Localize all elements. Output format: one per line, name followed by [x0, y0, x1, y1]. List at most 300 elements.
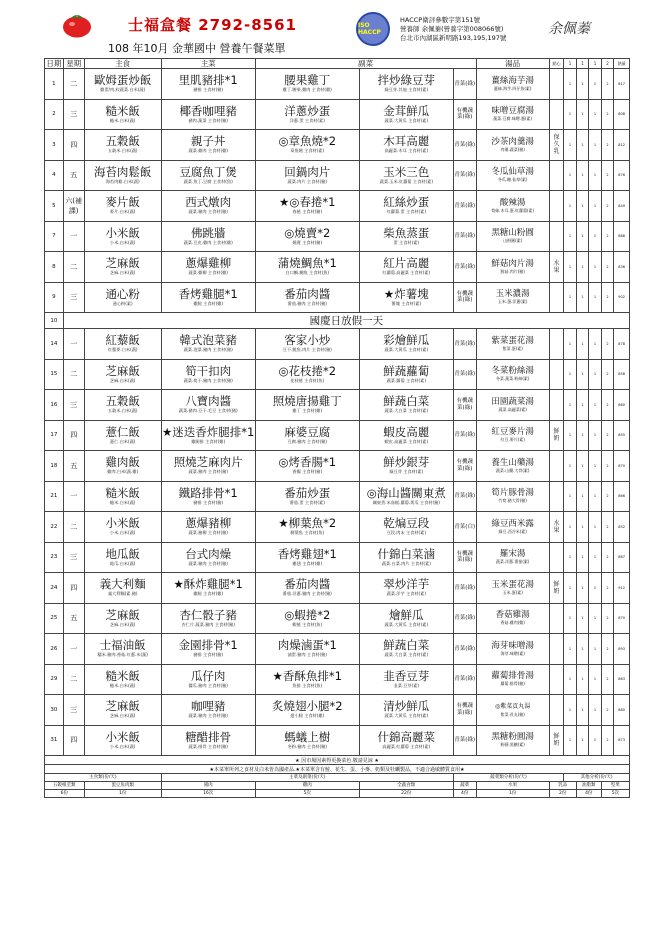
side1-dish: 洋蔥炒蛋: [284, 103, 331, 118]
side2-cell: [359, 420, 453, 451]
soup-dish: 沙茶肉羹湯: [491, 136, 534, 147]
fruit-cell: [549, 221, 564, 252]
veg-label: 有機蔬菜(綠): [456, 703, 473, 716]
nutrition-value: 1: [589, 420, 602, 451]
main-dish: 香烤雞腿*1: [178, 286, 238, 301]
nutrition-value: 2: [601, 695, 614, 726]
side2-ingredients: 紅蘿蔔.蛋 主食材(素): [386, 209, 427, 215]
nutrition-value: 849: [614, 191, 630, 222]
row-week: 三: [63, 542, 84, 573]
row-week: 五: [63, 451, 84, 482]
staple-cell: [84, 420, 161, 451]
soup-ingredients: 冬菜.蔬菜.粉絲(素): [495, 376, 530, 382]
veg-cell: [453, 573, 476, 604]
footer-value: 4份: [453, 790, 476, 798]
side1-ingredients: 柳葉魚 主食材(魚): [290, 530, 325, 536]
fruit-cell: [549, 695, 564, 726]
nutrition-value: 1: [564, 221, 577, 252]
row-week: 三: [63, 282, 84, 313]
footer-value: 2份: [549, 790, 576, 798]
staple-dish: 小米飯: [105, 516, 140, 531]
side1-cell: [255, 69, 359, 100]
side2-cell: [359, 282, 453, 313]
fruit-label: 鮮奶: [553, 428, 560, 443]
main-ingredients: 蔬菜.豬肉.豆干.毛豆 主食材(豬): [178, 408, 238, 414]
staple-cell: [84, 634, 161, 665]
nutrition-value: 1: [589, 725, 602, 756]
soup-cell: [476, 390, 549, 421]
row-week: 一: [63, 634, 84, 665]
veg-label: 青菜(綠): [454, 340, 476, 347]
veg-cell: [453, 252, 476, 283]
footer-cell: 油脂類: [576, 782, 601, 790]
staple-ingredients: 芝麻.白米(蔬): [109, 621, 136, 627]
main-dish: 蔥爆雞柳: [185, 256, 232, 271]
col-side: 副菜: [255, 59, 476, 69]
main-cell: [161, 695, 255, 726]
table-row: [45, 160, 630, 191]
menu-body: [45, 69, 630, 756]
staple-ingredients: 糙米.白米(蔬): [109, 117, 136, 123]
soup-cell: [476, 221, 549, 252]
main-ingredients: 蔬菜.豬肉 主食材(豬): [188, 209, 228, 215]
main-ingredients: 雞腿 主食材(雞): [193, 300, 224, 306]
side1-cell: [255, 191, 359, 222]
soup-dish: 味噌豆腐湯: [491, 106, 534, 117]
side1-ingredients: 蔬菜.肉片 主食材(豬): [287, 178, 327, 184]
soup-ingredients: 蘿蔔.排骨(豬): [500, 681, 525, 687]
row-date: 15: [45, 359, 64, 390]
staple-dish: 薏仁飯: [105, 424, 140, 439]
soup-cell: [476, 695, 549, 726]
nutrition-value: 2: [601, 664, 614, 695]
staple-cell: [84, 69, 161, 100]
side1-cell: [255, 420, 359, 451]
side2-dish: 鮮蔬白菜: [383, 638, 430, 653]
side1-ingredients: 章魚燒 主食材(素): [290, 148, 325, 154]
side2-ingredients: 蔬菜.大黃瓜 主食材(素): [384, 117, 429, 123]
row-week: 三: [63, 695, 84, 726]
soup-dish: 紫菜蛋花湯: [491, 335, 534, 346]
side1-dish: ★香酥魚排*1: [272, 668, 342, 683]
side2-dish: 什錦白菜滷: [377, 546, 436, 561]
side2-ingredients: 蔬菜.洋芋 主食材(素): [386, 591, 427, 597]
row-date: 21: [45, 481, 64, 512]
side1-cell: [255, 221, 359, 252]
veg-label: 青菜(綠): [454, 141, 476, 148]
side2-dish: 紅片高麗: [383, 256, 430, 271]
side2-ingredients: 韭菜.豆芽(素): [393, 682, 420, 688]
table-row: [45, 451, 630, 482]
staple-cell: [84, 695, 161, 726]
main-dish: 照燒芝麻肉片: [173, 455, 243, 470]
veg-cell: [453, 191, 476, 222]
side1-ingredients: 豆腐.豬肉 主食材(豬): [287, 438, 327, 444]
row-date: 9: [45, 282, 64, 313]
table-row: [45, 390, 630, 421]
side1-ingredients: 翅小腿 主食材(雞): [290, 713, 325, 719]
fruit-cell: [549, 130, 564, 161]
iso-haccp-seal-icon: [356, 12, 390, 46]
side1-ingredients: 番茄.蛋 主食材(素): [289, 499, 325, 505]
company-title: 士福盒餐 2792-8561: [128, 16, 297, 34]
footer-cell: 蛋豆魚肉類: [84, 782, 161, 790]
nutrition-value: 1: [564, 664, 577, 695]
nutrition-value: 836: [614, 252, 630, 283]
side1-ingredients: 雞丁 主食材(雞): [292, 408, 323, 414]
row-week: 四: [63, 130, 84, 161]
seal-text: ISO HACCP: [358, 22, 381, 36]
side2-dish: 木耳高麗: [383, 134, 430, 149]
main-ingredients: 蔬菜.雞肉 主食材(雞): [188, 148, 228, 154]
row-week: 一: [63, 221, 84, 252]
nutrition-value: 1: [576, 329, 589, 360]
staple-cell: [84, 451, 161, 482]
footer-value: 5次: [255, 790, 359, 798]
row-date: 8: [45, 252, 64, 283]
table-row: [45, 725, 630, 756]
soup-ingredients: 香菇.雞肉(雞): [500, 620, 525, 626]
soup-cell: [476, 573, 549, 604]
side2-ingredients: 高麗菜.紅蘿蔔 主食材(素): [382, 743, 431, 749]
staple-cell: [84, 282, 161, 313]
staple-ingredients: 芝麻.白米(蔬): [109, 377, 136, 383]
side2-ingredients: 蔬菜.白菜.肉片 主食材(素): [381, 560, 431, 566]
veg-label: 青菜(綠): [454, 584, 476, 591]
fruit-cell: [549, 282, 564, 313]
nutrition-value: 1: [564, 573, 577, 604]
soup-dish: 養生山藥湯: [491, 457, 534, 468]
footer-cell: 五穀根莖類: [45, 782, 85, 790]
soup-cell: [476, 725, 549, 756]
menu-table: [44, 58, 630, 798]
side1-ingredients: 洋蔥.蛋 主食材(素): [289, 117, 325, 123]
soup-cell: [476, 664, 549, 695]
side1-ingredients: 魚排 主食材(魚): [292, 682, 323, 688]
row-week: 五: [63, 603, 84, 634]
soup-dish: ◎紫菜貢丸湯: [495, 702, 531, 710]
side2-ingredients: 蔬菜.大白菜 主食材(素): [384, 652, 429, 658]
side2-dish: 玉米三色: [383, 164, 430, 179]
row-date: 10: [45, 313, 64, 329]
side1-cell: [255, 282, 359, 313]
nutrition-value: 2: [601, 420, 614, 451]
row-date: 2: [45, 99, 64, 130]
side1-cell: [255, 160, 359, 191]
veg-cell: [453, 542, 476, 573]
table-row: [45, 221, 630, 252]
main-ingredients: 蔬菜.泡菜.豬肉 主食材(豬): [183, 347, 233, 353]
staple-dish: 雞肉飯: [105, 455, 140, 470]
staple-dish: 海苔肉鬆飯: [93, 164, 152, 179]
veg-label: 青菜(白): [454, 523, 476, 530]
nutrition-value: 1: [564, 359, 577, 390]
nutrition-value: 855: [614, 420, 630, 451]
fruit-cell: [549, 329, 564, 360]
side2-dish: 蝦皮高麗: [383, 424, 430, 439]
side1-ingredients: 冬粉.豬肉 主食材(豬): [287, 743, 327, 749]
row-date: 31: [45, 725, 64, 756]
nutrition-value: 2: [601, 481, 614, 512]
soup-dish: 筍片豚骨湯: [491, 488, 534, 499]
main-dish: 里肌豬排*1: [178, 73, 238, 88]
nutrition-value: 2: [601, 451, 614, 482]
nutrition-value: 1: [589, 359, 602, 390]
col-n1: 1: [564, 59, 577, 69]
soup-dish: 蘿蔔排骨湯: [491, 671, 534, 682]
table-row: [45, 252, 630, 283]
staple-ingredients: 小米.白米(蔬): [109, 743, 136, 749]
side2-dish: 彩燴鮮瓜: [383, 333, 430, 348]
side1-dish: 炙燒翅小腿*2: [271, 699, 343, 714]
nutrition-value: 1: [564, 481, 577, 512]
table-header-row: [45, 59, 630, 69]
staple-dish: 糙米飯: [105, 668, 140, 683]
veg-cell: [453, 420, 476, 451]
main-dish: 瓜仔肉: [190, 668, 226, 683]
soup-dish: 鮮菇肉片湯: [491, 258, 534, 269]
main-ingredients: 豬肉.蔬菜 主食材(豬): [188, 117, 228, 123]
soup-dish: 綠豆西米露: [491, 518, 534, 529]
fruit-cell: [549, 603, 564, 634]
soup-cell: [476, 359, 549, 390]
main-dish: 金園排骨*1: [178, 638, 238, 653]
table-row: [45, 542, 630, 573]
soup-cell: [476, 329, 549, 360]
side2-cell: [359, 725, 453, 756]
main-ingredients: 雞腿 主食材(雞): [193, 591, 224, 597]
veg-cell: [453, 130, 476, 161]
nutrition-value: 1: [576, 481, 589, 512]
nutrition-value: 912: [614, 573, 630, 604]
veg-cell: [453, 69, 476, 100]
row-week: 二: [63, 252, 84, 283]
veg-label: 青菜(綠): [454, 615, 476, 621]
veg-label: 有機蔬菜(綠): [456, 550, 473, 564]
nutrition-value: 873: [614, 725, 630, 756]
nutrition-value: 1: [576, 664, 589, 695]
main-ingredients: 蔬菜.魚丁.豆腐 主食材(魚): [183, 178, 233, 184]
table-row: [45, 420, 630, 451]
nutrition-value: 2: [601, 573, 614, 604]
footer-value: 1份: [84, 790, 161, 798]
side2-dish: 柴魚蒸蛋: [383, 225, 430, 240]
soup-cell: [476, 451, 549, 482]
staple-dish: 紅藜飯: [105, 333, 140, 348]
nutrition-value: 1: [564, 725, 577, 756]
soup-dish: 酸辣湯: [499, 197, 526, 208]
row-week: 四: [63, 573, 84, 604]
main-cell: [161, 390, 255, 421]
row-week: 四: [63, 725, 84, 756]
nutrition-value: 2: [601, 603, 614, 634]
nutrition-value: 1: [564, 603, 577, 634]
nutrition-value: 2: [601, 359, 614, 390]
main-ingredients: 蔬菜.豬柳 主食材(豬): [188, 530, 228, 536]
veg-label: 青菜(綠): [454, 432, 476, 438]
nutrition-value: 902: [614, 282, 630, 313]
side2-cell: [359, 390, 453, 421]
soup-cell: [476, 282, 549, 313]
soup-ingredients: 紅豆.麥片(素): [500, 437, 525, 443]
veg-label: 青菜(綠): [454, 737, 476, 743]
side1-cell: [255, 512, 359, 543]
main-cell: [161, 160, 255, 191]
veg-cell: [453, 451, 476, 482]
staple-dish: 芝麻飯: [105, 607, 140, 622]
side2-cell: [359, 603, 453, 634]
main-cell: [161, 664, 255, 695]
veg-label: 青菜(綠): [454, 645, 476, 652]
soup-dish: 田園蔬菜湯: [491, 396, 534, 407]
side2-cell: [359, 573, 453, 604]
nutrition-value: 1: [576, 725, 589, 756]
veg-label: 青菜(綠): [454, 371, 476, 377]
side2-cell: [359, 481, 453, 512]
side2-ingredients: 蔬菜.蘿蔔 主食材(素): [386, 377, 427, 383]
side2-cell: [359, 359, 453, 390]
nutrition-value: 2: [601, 282, 614, 313]
nutrition-value: 1: [576, 542, 589, 573]
side2-dish: 鮮蔬蘿蔔: [383, 363, 430, 378]
main-dish: 韓式泡菜豬: [179, 333, 237, 348]
main-dish: 親子丼: [190, 134, 226, 149]
staple-dish: 芝麻飯: [105, 256, 140, 271]
main-dish: ★酥炸雞腿*1: [173, 577, 243, 592]
side1-dish: 蒲燒鯛魚*1: [277, 256, 337, 271]
staple-cell: [84, 664, 161, 695]
nutrition-value: 1: [589, 664, 602, 695]
nutrition-value: 1: [564, 542, 577, 573]
side2-ingredients: 蛋 主食材(素): [393, 239, 420, 245]
side2-cell: [359, 130, 453, 161]
veg-cell: [453, 99, 476, 130]
staple-ingredients: 芝麻.白米(蔬): [109, 270, 136, 276]
table-row: [45, 69, 630, 100]
nutrition-value: 2: [601, 191, 614, 222]
soup-ingredients: 薑絲.海芋.四仔魚(素): [493, 85, 532, 91]
row-week: 五: [63, 160, 84, 191]
col-week: 星期: [63, 59, 84, 69]
side2-cell: [359, 252, 453, 283]
soup-ingredients: 山粉圓(素): [503, 238, 523, 244]
main-dish: 西式燉肉: [185, 195, 232, 210]
main-cell: [161, 252, 255, 283]
soup-dish: 紅豆麥片湯: [491, 427, 534, 438]
main-dish: 筍干扣肉: [185, 363, 232, 378]
side1-cell: [255, 130, 359, 161]
staple-dish: 五穀飯: [105, 394, 140, 409]
side1-cell: [255, 603, 359, 634]
side1-dish: ◎燒賣*2: [284, 225, 331, 240]
side1-cell: [255, 634, 359, 665]
side2-cell: [359, 69, 453, 100]
main-dish: 八寶肉醬: [185, 394, 232, 409]
soup-ingredients: 紫菜.蛋(素): [502, 345, 523, 351]
dietitian-line: 營養師 余佩蓁(營養字第008066號): [400, 25, 504, 33]
nutrition-value: 2: [601, 160, 614, 191]
side1-cell: [255, 481, 359, 512]
veg-cell: [453, 481, 476, 512]
footer-value: 22份: [359, 790, 453, 798]
soup-dish: 薑絲海芋湯: [491, 75, 534, 86]
main-ingredients: 蔬菜.豬肉 主食材(豬): [188, 469, 228, 475]
table-row: [45, 282, 630, 313]
veg-label: 有機蔬菜(綠): [456, 459, 473, 472]
table-row: [45, 130, 630, 161]
staple-dish: 糙米飯: [105, 485, 140, 500]
side1-cell: [255, 451, 359, 482]
staple-ingredients: 義大利麵(素.豬): [107, 591, 138, 597]
veg-cell: [453, 603, 476, 634]
side1-ingredients: 花枝捲 主食材(魚): [290, 377, 325, 383]
side1-dish: 回鍋肉片: [284, 164, 331, 179]
staple-ingredients: 五穀米.白米(蔬): [107, 408, 138, 414]
row-date: 5: [45, 191, 64, 222]
nutrition-value: 2: [601, 329, 614, 360]
fruit-cell: [549, 664, 564, 695]
nutrition-value: 2: [601, 634, 614, 665]
veg-label: 青菜(綠): [454, 172, 476, 178]
main-dish: 豆腐魚丁煲: [179, 164, 237, 179]
row-week: 一: [63, 481, 84, 512]
nutrition-value: 817: [614, 69, 630, 100]
fruit-cell: [549, 390, 564, 421]
table-row: [45, 481, 630, 512]
staple-dish: 歐姆蛋炒飯: [93, 73, 152, 88]
main-ingredients: 豬排 主食材(豬): [193, 652, 224, 658]
footer-h1: 主食類(份/天): [45, 774, 162, 782]
side1-cell: [255, 542, 359, 573]
side2-ingredients: 高麗菜.木耳 主食材(素): [384, 148, 429, 154]
table-row: [45, 573, 630, 604]
nutrition-value: 1: [564, 282, 577, 313]
row-week: 六(補課): [63, 191, 84, 222]
nutrition-value: 1: [589, 191, 602, 222]
soup-ingredients: 鮮菇.肉片(豬): [500, 268, 525, 274]
side1-cell: [255, 359, 359, 390]
footer-cell: 水果: [476, 782, 549, 790]
veg-label: 青菜(綠): [454, 202, 476, 209]
nutrition-value: 893: [614, 634, 630, 665]
soup-ingredients: 紫菜.貢丸(豬): [500, 711, 525, 717]
nutrition-value: 808: [614, 99, 630, 130]
main-cell: [161, 69, 255, 100]
side2-dish: 清炒鮮瓜: [383, 699, 430, 714]
soup-ingredients: 綠豆.西谷米(素): [498, 528, 527, 534]
row-date: 25: [45, 603, 64, 634]
soup-ingredients: 竹筍.豬大骨(豬): [498, 498, 527, 504]
side1-ingredients: 滷蛋.豬肉 主食材(豬): [287, 652, 327, 658]
nutrition-value: 1: [589, 99, 602, 130]
main-ingredients: 蔬菜.筍干.豬肉 主食材(豬): [183, 377, 233, 383]
main-dish: ★迷迭香炸腿排*1: [161, 424, 255, 439]
row-week: 二: [63, 664, 84, 695]
fruit-cell: [549, 573, 564, 604]
fruit-cell: [549, 191, 564, 222]
side2-cell: [359, 329, 453, 360]
staple-cell: [84, 542, 161, 573]
main-dish: 佛跳牆: [190, 225, 226, 240]
footer-value: 4份: [576, 790, 601, 798]
fruit-cell: [549, 481, 564, 512]
nutrition-value: 1: [576, 603, 589, 634]
row-date: 29: [45, 664, 64, 695]
side2-dish: 韭香豆芽: [383, 668, 430, 683]
table-row: [45, 359, 630, 390]
footer-value: 16次: [161, 790, 255, 798]
footer-value: 6份: [45, 790, 85, 798]
